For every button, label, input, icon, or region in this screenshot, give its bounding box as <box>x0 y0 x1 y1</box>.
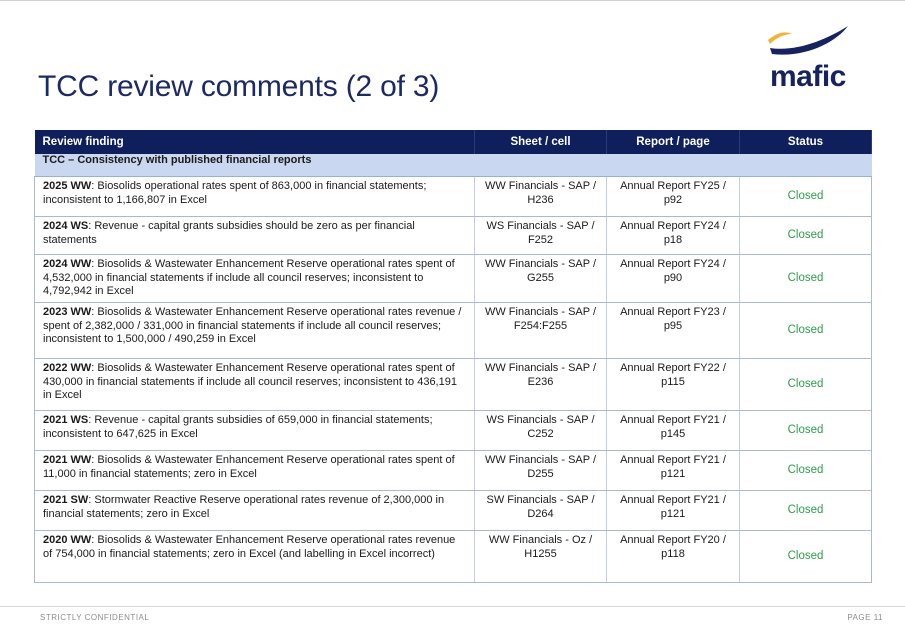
table-row <box>35 359 872 411</box>
sheet-cell: SW Financials - SAP / D264 <box>475 491 607 531</box>
finding-text: : Biosolids & Wastewater Enhancement Reserve operational rates spent of 11,000 in financial statements; zero in Excel <box>43 454 455 480</box>
finding-cell <box>35 451 475 491</box>
status-cell: Closed <box>740 303 872 359</box>
status-cell: Closed <box>740 531 872 583</box>
sheet-cell: WW Financials - SAP / E236 <box>475 359 607 411</box>
finding-cell <box>35 411 475 451</box>
table-row <box>35 411 872 451</box>
section-row <box>35 154 872 177</box>
finding-year: 2022 WW <box>43 362 92 374</box>
finding-text: : Revenue - capital grants subsidies should be zero as per financial statements <box>43 220 415 246</box>
finding-year: 2021 SW <box>43 494 89 506</box>
footer-divider <box>0 606 905 607</box>
status-cell: Closed <box>740 491 872 531</box>
sheet-cell: WW Financials - SAP / G255 <box>475 255 607 303</box>
sheet-cell: WS Financials - SAP / F252 <box>475 217 607 255</box>
finding-cell <box>35 531 475 583</box>
finding-text: : Biosolids & Wastewater Enhancement Reserve operational rates spent of 4,532,000 in financial statements if include all council reserves; inconsistent to 4,792,942 in Excel <box>43 258 455 297</box>
report-page-cell: Annual Report FY21 / p121 <box>607 491 740 531</box>
finding-year: 2021 WW <box>43 454 92 466</box>
table-row <box>35 491 872 531</box>
report-page-cell: Annual Report FY24 / p18 <box>607 217 740 255</box>
table-row <box>35 255 872 303</box>
header-status: Status <box>740 130 872 154</box>
table-row <box>35 217 872 255</box>
status-cell: Closed <box>740 177 872 217</box>
table-row <box>35 451 872 491</box>
finding-text: : Biosolids & Wastewater Enhancement Reserve operational rates revenue / spent of 2,382,000 / 331,000 in financial statements if include all council reserves; inconsistent to 1,500,000 / 490,259 in Excel <box>43 306 462 345</box>
finding-cell <box>35 177 475 217</box>
finding-text: : Biosolids & Wastewater Enhancement Reserve operational rates revenue of 754,000 in financial statements; zero in Excel (and labelling in Excel incorrect) <box>43 534 456 560</box>
sheet-cell: WS Financials - SAP / C252 <box>475 411 607 451</box>
header-report-page: Report / page <box>607 130 740 154</box>
finding-cell <box>35 217 475 255</box>
finding-year: 2025 WW <box>43 180 92 192</box>
report-page-cell: Annual Report FY25 / p92 <box>607 177 740 217</box>
finding-year: 2024 WW <box>43 258 92 270</box>
header-review-finding: Review finding <box>35 130 475 154</box>
sheet-cell: WW Financials - Oz / H1255 <box>475 531 607 583</box>
status-cell: Closed <box>740 451 872 491</box>
report-page-cell: Annual Report FY24 / p90 <box>607 255 740 303</box>
table-row <box>35 531 872 583</box>
report-page-cell: Annual Report FY21 / p145 <box>607 411 740 451</box>
finding-text: : Stormwater Reactive Reserve operational rates revenue of 2,300,000 in financial statements; zero in Excel <box>43 494 445 520</box>
review-table <box>34 130 872 583</box>
finding-text: : Biosolids operational rates spent of 863,000 in financial statements; inconsistent to 1,166,807 in Excel <box>43 180 427 206</box>
status-cell: Closed <box>740 411 872 451</box>
page-title: TCC review comments (2 of 3) <box>38 70 440 103</box>
table-row <box>35 177 872 217</box>
status-cell: Closed <box>740 255 872 303</box>
sheet-cell: WW Financials - SAP / F254:F255 <box>475 303 607 359</box>
footer-confidential: STRICTLY CONFIDENTIAL <box>40 613 150 622</box>
finding-cell <box>35 359 475 411</box>
finding-cell <box>35 303 475 359</box>
top-border <box>0 0 905 1</box>
report-page-cell: Annual Report FY20 / p118 <box>607 531 740 583</box>
section-title: TCC – Consistency with published financial reports <box>35 154 872 177</box>
status-cell: Closed <box>740 217 872 255</box>
finding-text: : Biosolids & Wastewater Enhancement Reserve operational rates spent of 430,000 in financial statements if include all council reserves; inconsistent to 436,191 in Excel <box>43 362 457 401</box>
table-row <box>35 303 872 359</box>
report-page-cell: Annual Report FY23 / p95 <box>607 303 740 359</box>
finding-cell <box>35 491 475 531</box>
finding-year: 2021 WS <box>43 414 89 426</box>
finding-year: 2024 WS <box>43 220 89 232</box>
mafic-logo <box>766 22 866 102</box>
finding-cell <box>35 255 475 303</box>
logo-text: mafic <box>770 60 846 93</box>
sheet-cell: WW Financials - SAP / H236 <box>475 177 607 217</box>
header-sheet-cell: Sheet / cell <box>475 130 607 154</box>
sheet-cell: WW Financials - SAP / D255 <box>475 451 607 491</box>
report-page-cell: Annual Report FY22 / p115 <box>607 359 740 411</box>
report-page-cell: Annual Report FY21 / p121 <box>607 451 740 491</box>
finding-text: : Revenue - capital grants subsidies of 659,000 in financial statements; inconsistent to 647,625 in Excel <box>43 414 433 440</box>
footer-page-number: PAGE 11 <box>847 613 883 622</box>
finding-year: 2020 WW <box>43 534 92 546</box>
status-cell: Closed <box>740 359 872 411</box>
table-header-row <box>35 130 872 154</box>
finding-year: 2023 WW <box>43 306 92 318</box>
